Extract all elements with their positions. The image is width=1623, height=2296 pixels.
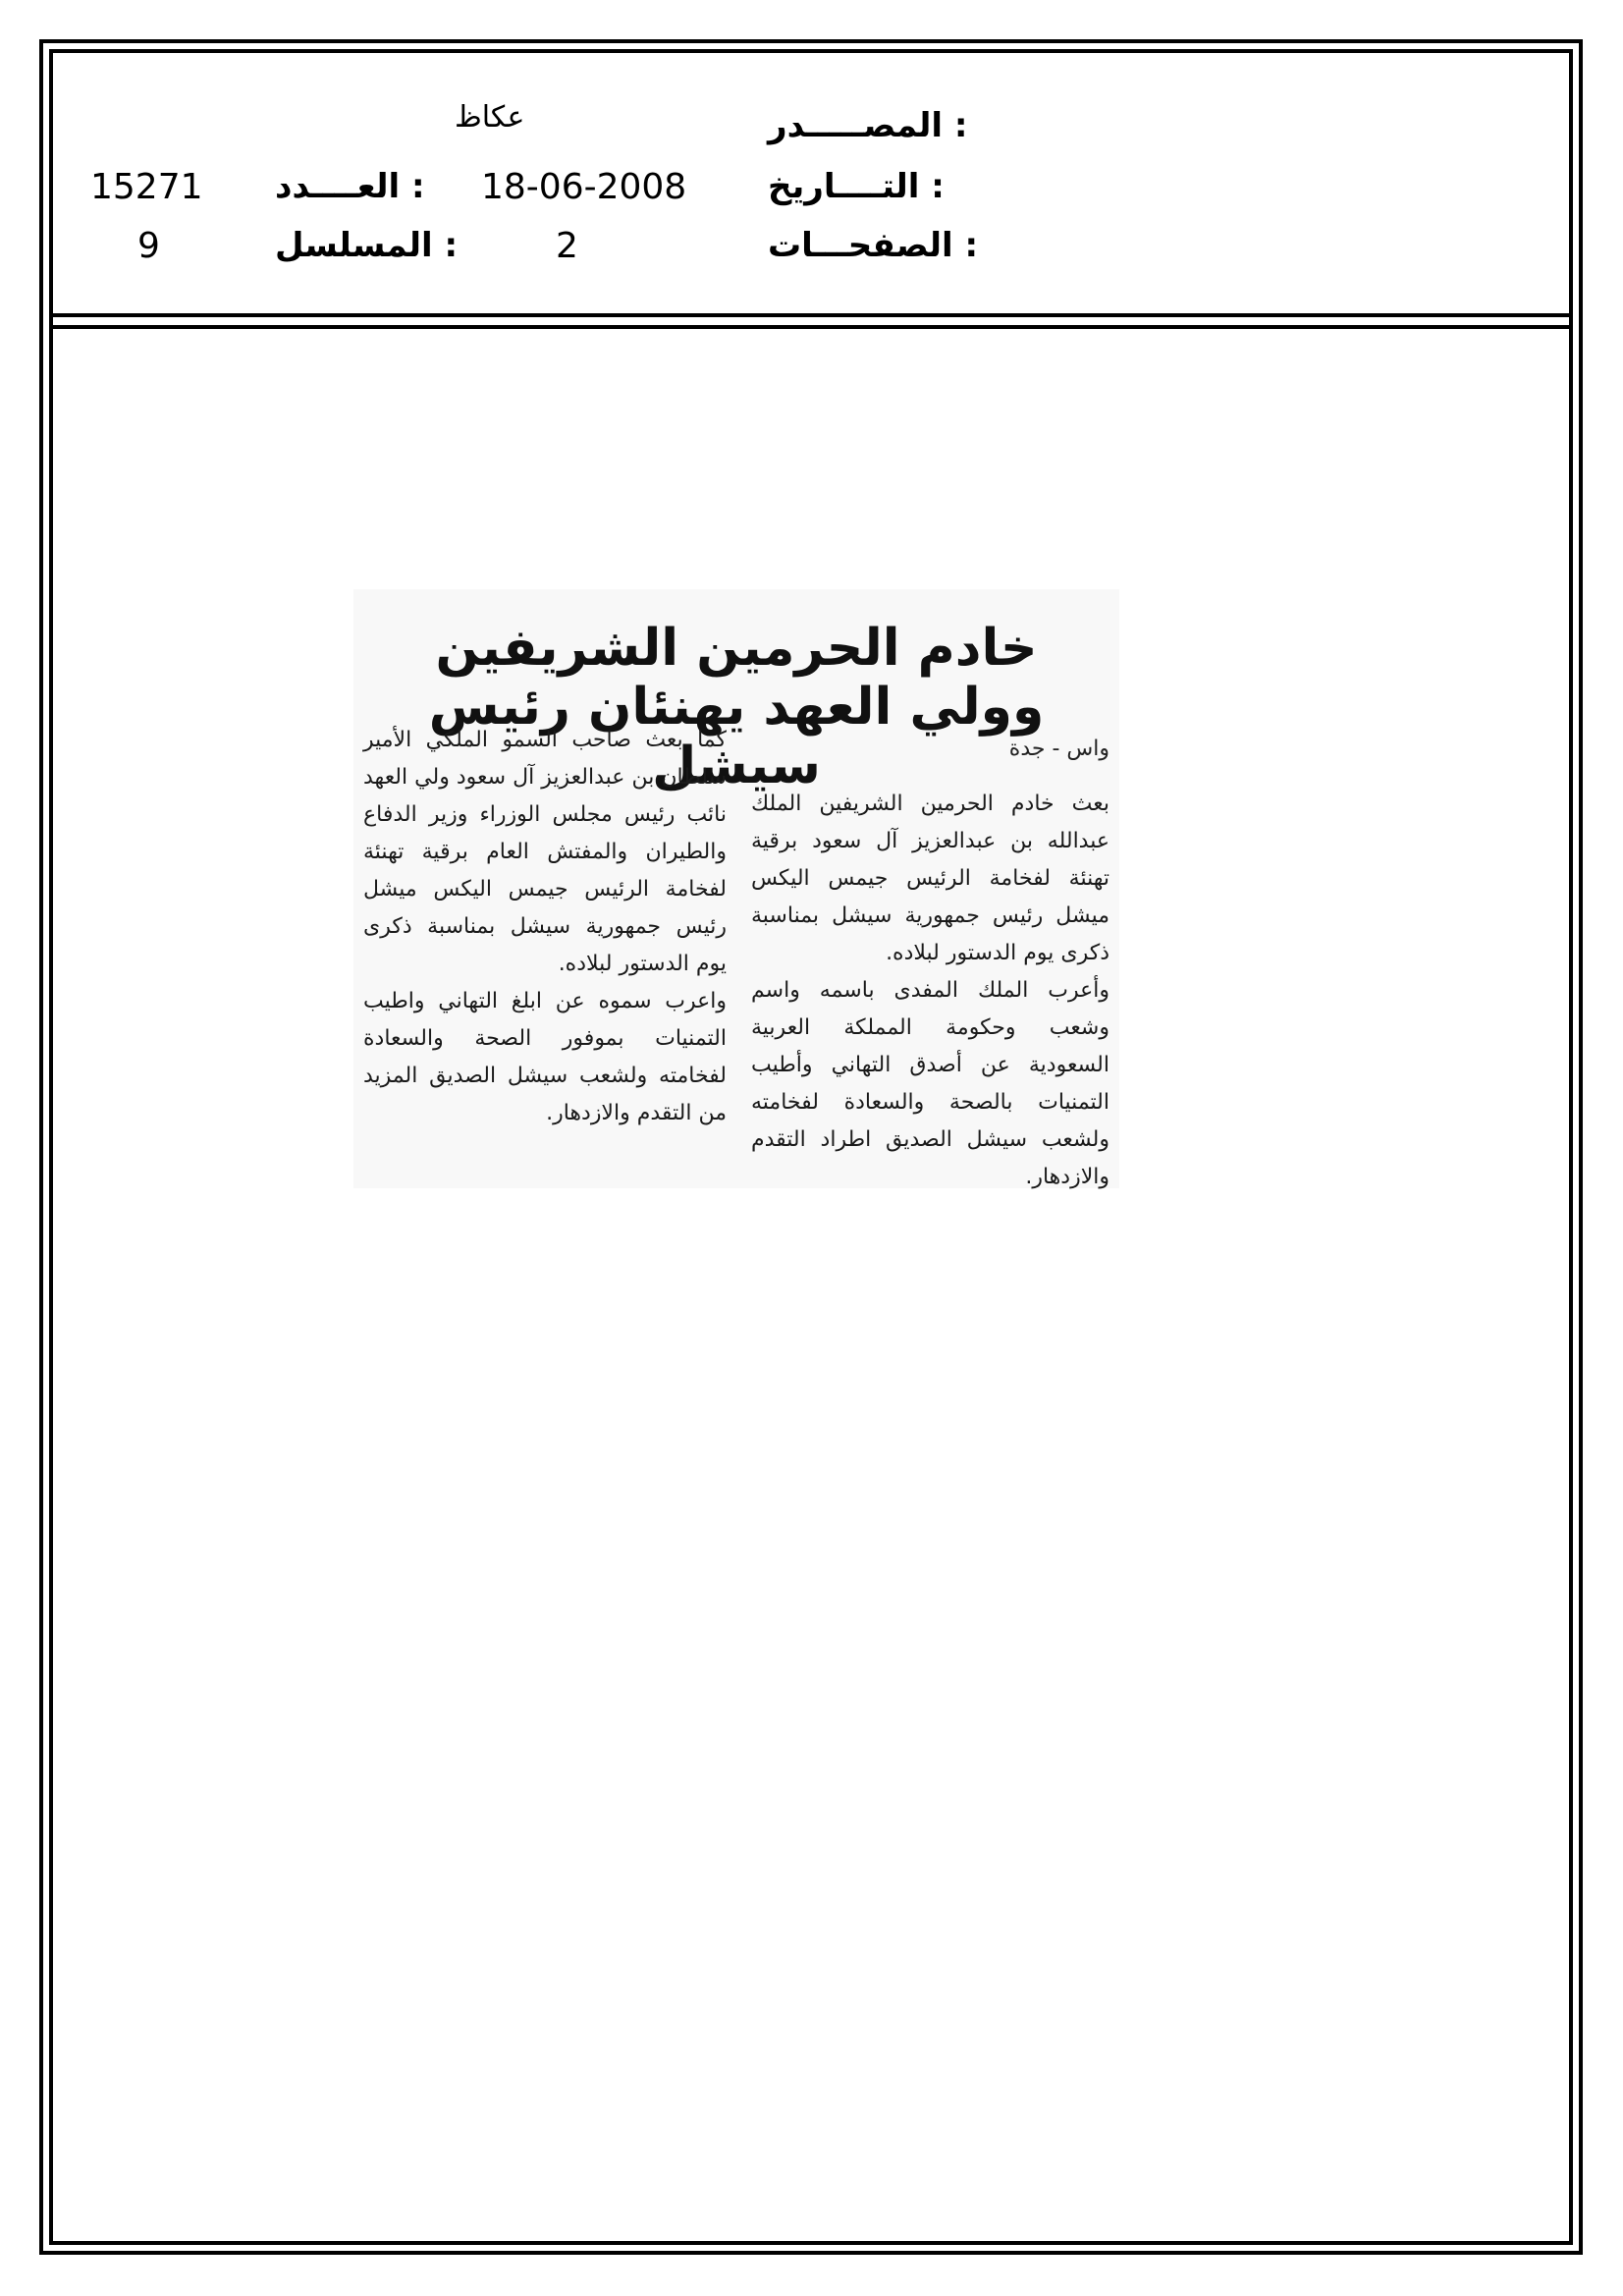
article-paragraph: واعرب سموه عن ابلغ التهاني واطيب التمنيات بموفور الصحة والسعادة لفخامته ولشعب سيشل الصديق المزيد من التقدم والازدهار. (363, 989, 727, 1125)
article-column-left (363, 722, 727, 1132)
date-label: التــــاريخ : (768, 167, 945, 206)
article-column-right (751, 786, 1109, 1196)
source-label: المصـــــدر : (768, 106, 968, 145)
header-divider (49, 313, 1573, 317)
pages-label: الصفحـــات : (768, 226, 979, 265)
source-value: عكاظ (455, 100, 525, 135)
issue-label: العــــدد : (275, 167, 425, 206)
article-paragraph: بعث خادم الحرمين الشريفين الملك عبدالله بن عبدالعزيز آل سعود برقية تهنئة لفخامة الرئيس جيمس اليكس ميشل رئيس جمهورية سيشل بمناسبة ذكرى يوم الدستور لبلاده. (751, 792, 1109, 965)
date-value: 18-06-2008 (481, 167, 687, 207)
article-paragraph: وأعرب الملك المفدى باسمه واسم وشعب وحكومة المملكة العربية السعودية عن أصدق التهاني وأطيب التمنيات بالصحة والسعادة لفخامته ولشعب سيشل الصديق اطراد التقدم والازدهار. (751, 978, 1109, 1189)
serial-label: المسلسل : (275, 226, 459, 265)
serial-value: 9 (137, 226, 160, 266)
article-paragraph: كما بعث صاحب السمو الملكي الأمير سلطان بن عبدالعزيز آل سعود ولي العهد نائب رئيس مجلس الوزراء وزير الدفاع والطيران والمفتش العام برقية تهنئة لفخامة الرئيس جيمس اليكس ميشل رئيس جمهورية سيشل بمناسبة ذكرى يوم الدستور لبلاده. (363, 728, 727, 976)
pages-value: 2 (556, 226, 578, 266)
article-headline: خادم الحرمين الشريفين وولي العهد يهنئان رئيس سيشل (428, 619, 1045, 795)
article-byline: واس - جدة (1008, 737, 1109, 761)
newspaper-clipping (353, 589, 1119, 1188)
issue-value: 15271 (90, 167, 203, 207)
header-divider-secondary (49, 325, 1573, 329)
